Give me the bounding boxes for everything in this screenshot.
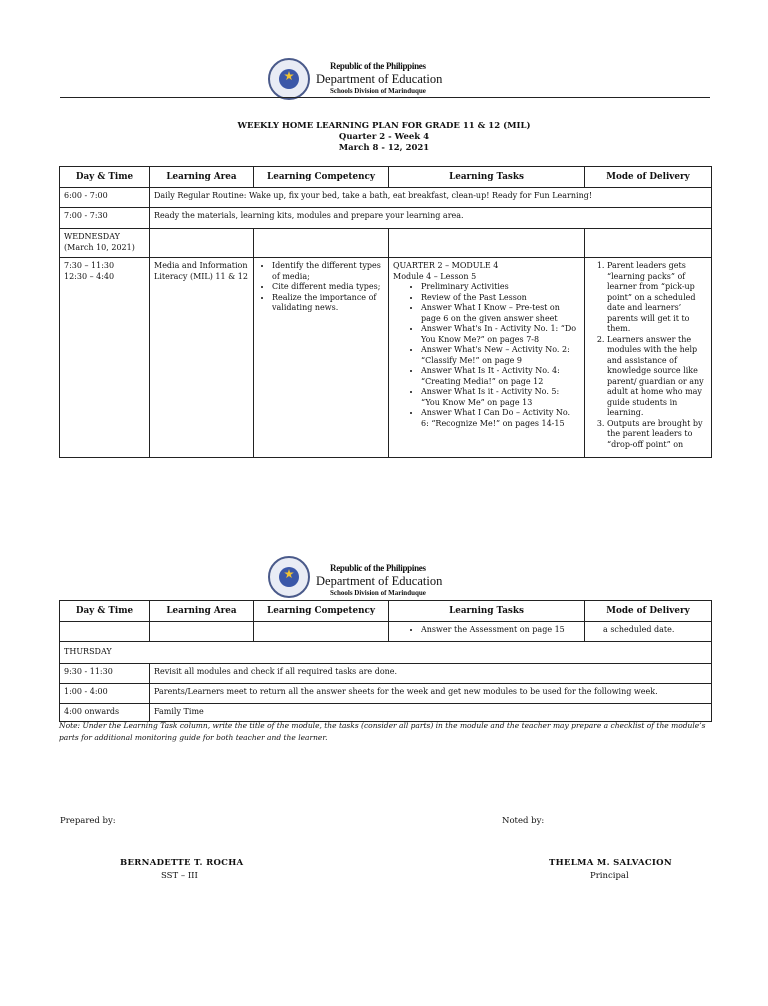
- noted-by-title: Principal: [590, 871, 629, 881]
- session-time-morning: 7:30 – 11:30: [64, 261, 115, 270]
- competency-item: • Cite different media types;: [272, 282, 384, 293]
- table-row: [60, 188, 712, 208]
- header-republic: Republic of the Philippines: [330, 61, 426, 71]
- row-activity: Revisit all modules and check if all required tasks are done.: [150, 664, 712, 684]
- header-division: Schools Division of Marinduque: [330, 87, 426, 95]
- learning-area: Media and Information Literacy (MIL) 11 & 12: [150, 258, 254, 458]
- table-row: [60, 258, 712, 458]
- col-header-learning-competency: Learning Competency: [254, 601, 389, 622]
- tasks-lesson: Module 4 – Lesson 5: [393, 271, 477, 281]
- row-time: 6:00 - 7:00: [60, 188, 150, 208]
- col-header-learning-tasks: Learning Tasks: [389, 601, 585, 622]
- header-department: Department of Education: [316, 72, 443, 86]
- task-item: • Answer What's New – Activity No. 2: “Classify Me!” on page 9: [421, 345, 580, 366]
- row-time: 7:00 - 7:30: [60, 208, 150, 229]
- table-row: [60, 622, 712, 642]
- plan-dates: March 8 - 12, 2021: [338, 143, 430, 153]
- table-header-row: [60, 601, 712, 622]
- row-activity: Daily Regular Routine: Wake up, fix your bed, take a bath, eat breakfast, clean-up! Ready for Fun Learning!: [150, 188, 712, 208]
- table-row: [60, 208, 712, 229]
- learning-tasks: [389, 258, 585, 458]
- row-activity: Ready the materials, learning kits, modules and prepare your learning area.: [150, 208, 712, 229]
- table-header-row: [60, 167, 712, 188]
- learning-plan-table-continued: [59, 600, 712, 722]
- task-item: • Answer What I Can Do – Activity No. 6: “Recognize Me!” on pages 14-15: [421, 408, 580, 429]
- task-item: • Answer What Is It - Activity No. 4: “Creating Media!” on page 12: [421, 366, 580, 387]
- learning-competency: [254, 258, 389, 458]
- table-row: [60, 664, 712, 684]
- task-item: • Answer What I Know – Pre-test on page 6 on the given answer sheet: [421, 303, 580, 324]
- learning-plan-table: [59, 166, 712, 458]
- task-item: • Review of the Past Lesson: [421, 293, 580, 304]
- header-division: Schools Division of Marinduque: [330, 589, 426, 597]
- day-label: [60, 229, 150, 258]
- header-divider: [60, 97, 710, 98]
- mode-of-delivery: [585, 258, 712, 458]
- col-header-mode-of-delivery: Mode of Delivery: [585, 601, 712, 622]
- prepared-by-name: BERNADETTE T. ROCHA: [120, 858, 244, 868]
- prepared-by-title: SST – III: [161, 871, 198, 881]
- mode-of-delivery: a scheduled date.: [585, 622, 712, 642]
- col-header-learning-tasks: Learning Tasks: [389, 167, 585, 188]
- table-row: [60, 704, 712, 722]
- plan-quarter: Quarter 2 - Week 4: [338, 132, 430, 142]
- deped-seal-logo: [268, 58, 310, 100]
- row-activity: Parents/Learners meet to return all the answer sheets for the week and get new modules to be used for the following week.: [150, 684, 712, 704]
- task-item: • Answer the Assessment on page 15: [421, 625, 580, 636]
- col-header-mode-of-delivery: Mode of Delivery: [585, 167, 712, 188]
- tasks-quarter-module: QUARTER 2 – MODULE 4: [393, 261, 499, 270]
- session-time-afternoon: 12:30 – 4:40: [64, 271, 115, 281]
- delivery-step: 1. Parent leaders gets “learning packs” of learner from “pick-up point” on a scheduled date and learners’ parents will get it to them.: [607, 261, 707, 335]
- task-item: • Answer What's In - Activity No. 1: “Do You Know Me?” on pages 7-8: [421, 324, 580, 345]
- learning-tasks: [389, 622, 585, 642]
- col-header-learning-area: Learning Area: [150, 167, 254, 188]
- competency-item: • Realize the importance of validating news.: [272, 293, 384, 314]
- day-date: (March 10, 2021): [64, 242, 135, 252]
- day-label: THURSDAY: [60, 642, 712, 664]
- plan-title: WEEKLY HOME LEARNING PLAN FOR GRADE 11 & 12 (MIL): [237, 121, 531, 131]
- col-header-day-time: Day & Time: [60, 601, 150, 622]
- delivery-step: 3. Outputs are brought by the parent leaders to “drop-off point” on: [607, 419, 707, 451]
- deped-seal-logo: [268, 556, 310, 598]
- header-republic: Republic of the Philippines: [330, 563, 426, 573]
- task-item: • Preliminary Activities: [421, 282, 580, 293]
- col-header-learning-competency: Learning Competency: [254, 167, 389, 188]
- day-name: WEDNESDAY: [64, 232, 120, 241]
- col-header-learning-area: Learning Area: [150, 601, 254, 622]
- table-row: [60, 642, 712, 664]
- session-time: [60, 258, 150, 458]
- table-row: [60, 229, 712, 258]
- task-item: • Answer What Is it - Activity No. 5: “You Know Me” on page 13: [421, 387, 580, 408]
- noted-by-name: THELMA M. SALVACION: [549, 858, 672, 868]
- noted-by-label: Noted by:: [502, 816, 545, 826]
- prepared-by-label: Prepared by:: [60, 816, 116, 826]
- delivery-step: 2. Learners answer the modules with the help and assistance of knowledge source like parent/ guardian or any adult at home who may guide students in learning.: [607, 335, 707, 419]
- note-text: Note: Under the Learning Task column, write the title of the module, the tasks (consider all parts) in the module and the teacher may prepare a checklist of the module’s parts for additional monitoring guide for both teacher and the learner.: [59, 721, 706, 742]
- row-time: 1:00 - 4:00: [60, 684, 150, 704]
- row-time: 4:00 onwards: [60, 704, 150, 722]
- header-department: Department of Education: [316, 574, 443, 588]
- row-activity: Family Time: [150, 704, 712, 722]
- row-time: 9:30 - 11:30: [60, 664, 150, 684]
- table-row: [60, 684, 712, 704]
- col-header-day-time: Day & Time: [60, 167, 150, 188]
- competency-item: • Identify the different types of media;: [272, 261, 384, 282]
